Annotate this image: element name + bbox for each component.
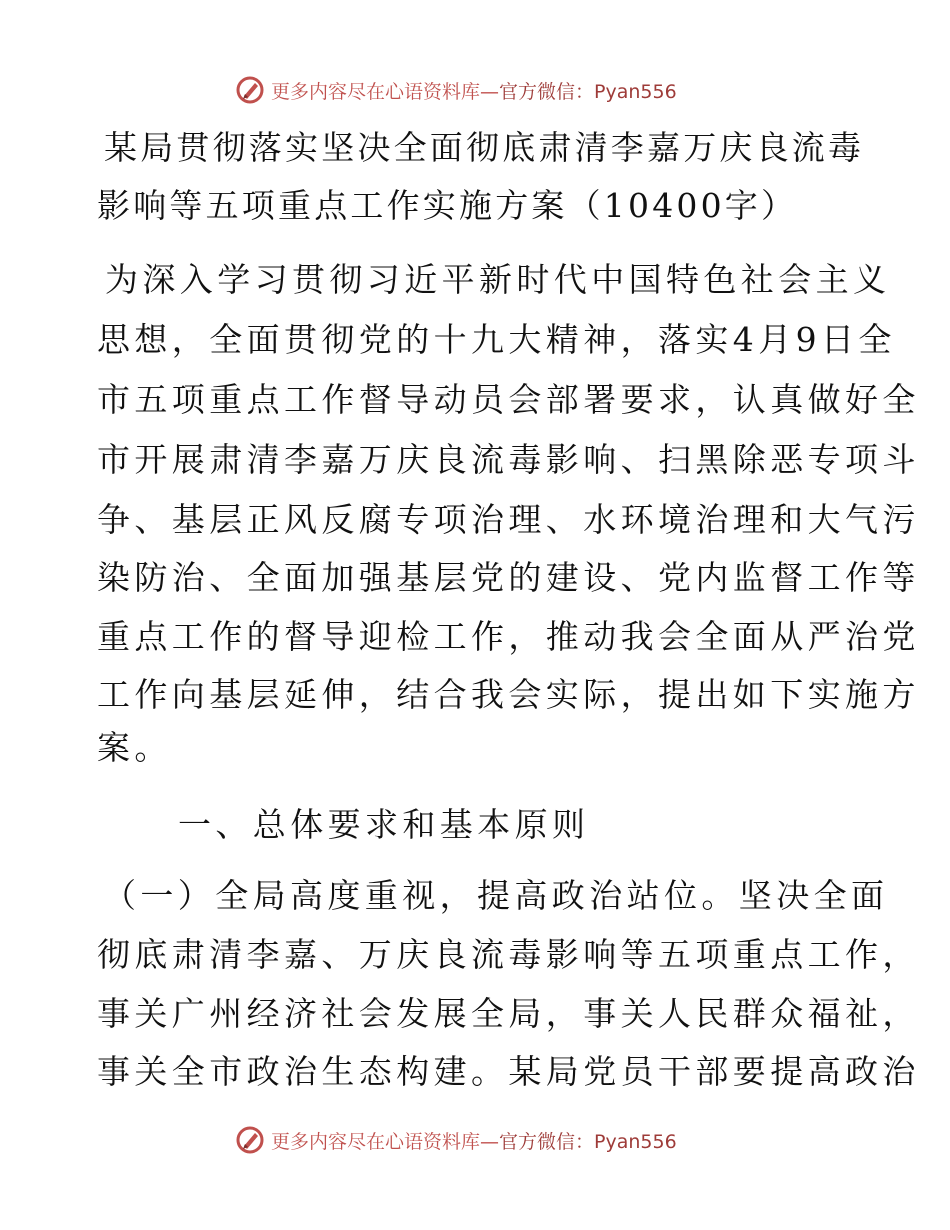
intro-line-5: 争、基层正风反腐专项治理、水环境治理和大气污 [97,500,920,539]
section1-line-2: 彻底肃清李嘉、万庆良流毒影响等五项重点工作， [97,935,920,974]
intro-line-6: 染防治、全面加强基层党的建设、党内监督工作等 [97,558,920,597]
intro-line-3: 市五项重点工作督导动员会部署要求，认真做好全 [97,380,920,419]
watermark-logo-icon [235,1125,265,1155]
intro-line-4: 市开展肃清李嘉万庆良流毒影响、扫黑除恶专项斗 [97,440,920,479]
document-title-line-2: 影响等五项重点工作实施方案（10400字） [97,186,798,225]
section1-line-1: （一）全局高度重视，提高政治站位。坚决全面 [103,876,889,915]
section1-line-3: 事关广州经济社会发展全局，事关人民群众福祉， [97,994,920,1033]
intro-line-9: 案。 [97,728,172,767]
intro-line-8: 工作向基层延伸，结合我会实际，提出如下实施方 [97,675,920,714]
intro-line-7: 重点工作的督导迎检工作，推动我会全面从严治党 [97,617,920,656]
watermark-header [235,72,677,108]
intro-line-1: 为深入学习贯彻习近平新时代中国特色社会主义 [105,260,891,299]
document-title-line-1: 某局贯彻落实坚决全面彻底肃清李嘉万庆良流毒 [104,128,865,167]
watermark-text: 更多内容尽在心语资料库—官方微信：Pyan556 [271,80,677,103]
watermark-text: 更多内容尽在心语资料库—官方微信：Pyan556 [271,1130,677,1153]
section-heading: 一、总体要求和基本原则 [178,805,590,844]
intro-line-2: 思想，全面贯彻党的十九大精神，落实4月9日全 [97,320,896,359]
watermark-footer [235,1122,677,1158]
watermark-logo-icon [235,75,265,105]
section1-line-4: 事关全市政治生态构建。某局党员干部要提高政治 [97,1052,920,1091]
